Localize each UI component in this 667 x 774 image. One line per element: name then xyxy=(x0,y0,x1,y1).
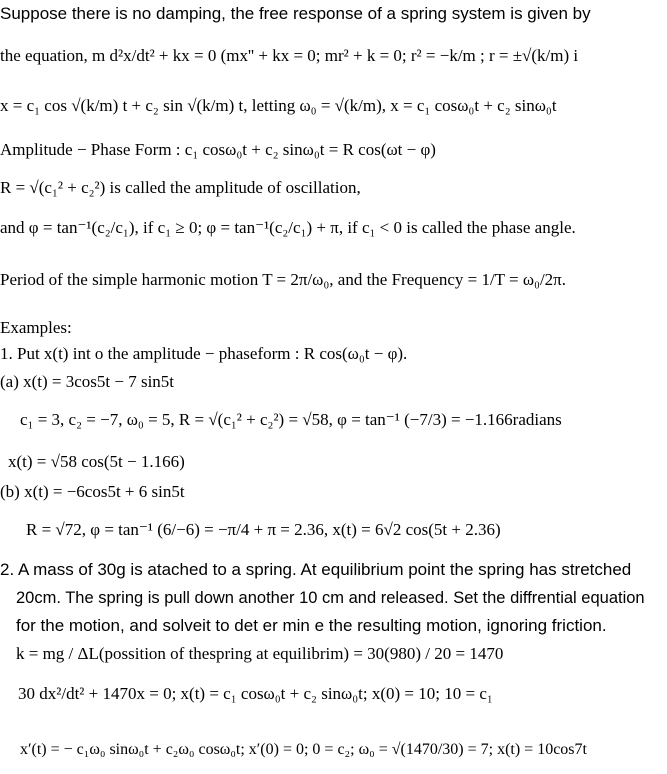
derivative-solution-line: x′(t) = − c₁ω₀ sinω₀t + c₂ω₀ cosω₀t; x′(0) = 0; 0 = c₂; ω₀ = √(1470/30) = 7; x(t) = 10cos7t xyxy=(20,741,587,758)
phase-angle-definition: and φ = tan⁻¹(c₂/c₁), if c₁ ≥ 0; φ = tan⁻¹(c₂/c₁) + π, if c₁ < 0 is called the phase angle. xyxy=(0,218,576,237)
example-1a-work: c₁ = 3, c₂ = −7, ω₀ = 5, R = √(c₁² + c₂²) = √58, φ = tan⁻¹ (−7/3) = −1.166radians xyxy=(20,410,562,429)
example-1b-work: R = √72, φ = tan⁻¹ (6/−6) = −π/4 + π = 2.36, x(t) = 6√2 cos(5t + 2.36) xyxy=(26,520,501,539)
amplitude-phase-form: Amplitude − Phase Form : c₁ cosω₀t + c₂ sinω₀t = R cos(ωt − φ) xyxy=(0,140,436,159)
examples-heading: Examples: xyxy=(0,318,72,337)
equation-line: the equation, m d²x/dt² + kx = 0 (mx'' + kx = 0; mr² + k = 0; r² = −k/m ; r = ±√(k/m) i xyxy=(0,46,579,65)
period-frequency-line: Period of the simple harmonic motion T = 2π/ω₀, and the Frequency = 1/T = ω₀/2π. xyxy=(0,270,567,289)
example-1b-function: (b) x(t) = −6cos5t + 6 sin5t xyxy=(0,482,185,501)
example-2-statement-end: for the motion, and solveit to det er min e the resulting motion, ignoring friction. xyxy=(16,616,607,635)
example-1a-function: (a) x(t) = 3cos5t − 7 sin5t xyxy=(0,372,175,391)
example-1-statement: 1. Put x(t) int o the amplitude − phaseform : R cos(ω₀t − φ). xyxy=(0,344,408,363)
amplitude-definition: R = √(c₁² + c₂²) is called the amplitude of oscillation, xyxy=(0,178,361,197)
differential-equation-line: 30 dx²/dt² + 1470x = 0; x(t) = c₁ cosω₀t + c₂ sinω₀t; x(0) = 10; 10 = c₁ xyxy=(18,684,493,703)
general-solution-line: x = c₁ cos √(k/m) t + c₂ sin √(k/m) t, letting ω₀ = √(k/m), x = c₁ cosω₀t + c₂ sinω₀t xyxy=(0,96,557,115)
example-2-statement: 2. A mass of 30g is atached to a spring. At equilibrium point the spring has stretched xyxy=(0,560,632,579)
example-1a-result: x(t) = √58 cos(5t − 1.166) xyxy=(8,452,185,471)
spring-constant-line: k = mg / ΔL(possition of thespring at equilibrim) = 30(980) / 20 = 1470 xyxy=(16,644,504,663)
intro-line: Suppose there is no damping, the free response of a spring system is given by xyxy=(0,4,591,23)
example-2-statement-cont: 20cm. The spring is pull down another 10 cm and released. Set the diffrential equation xyxy=(16,589,645,607)
